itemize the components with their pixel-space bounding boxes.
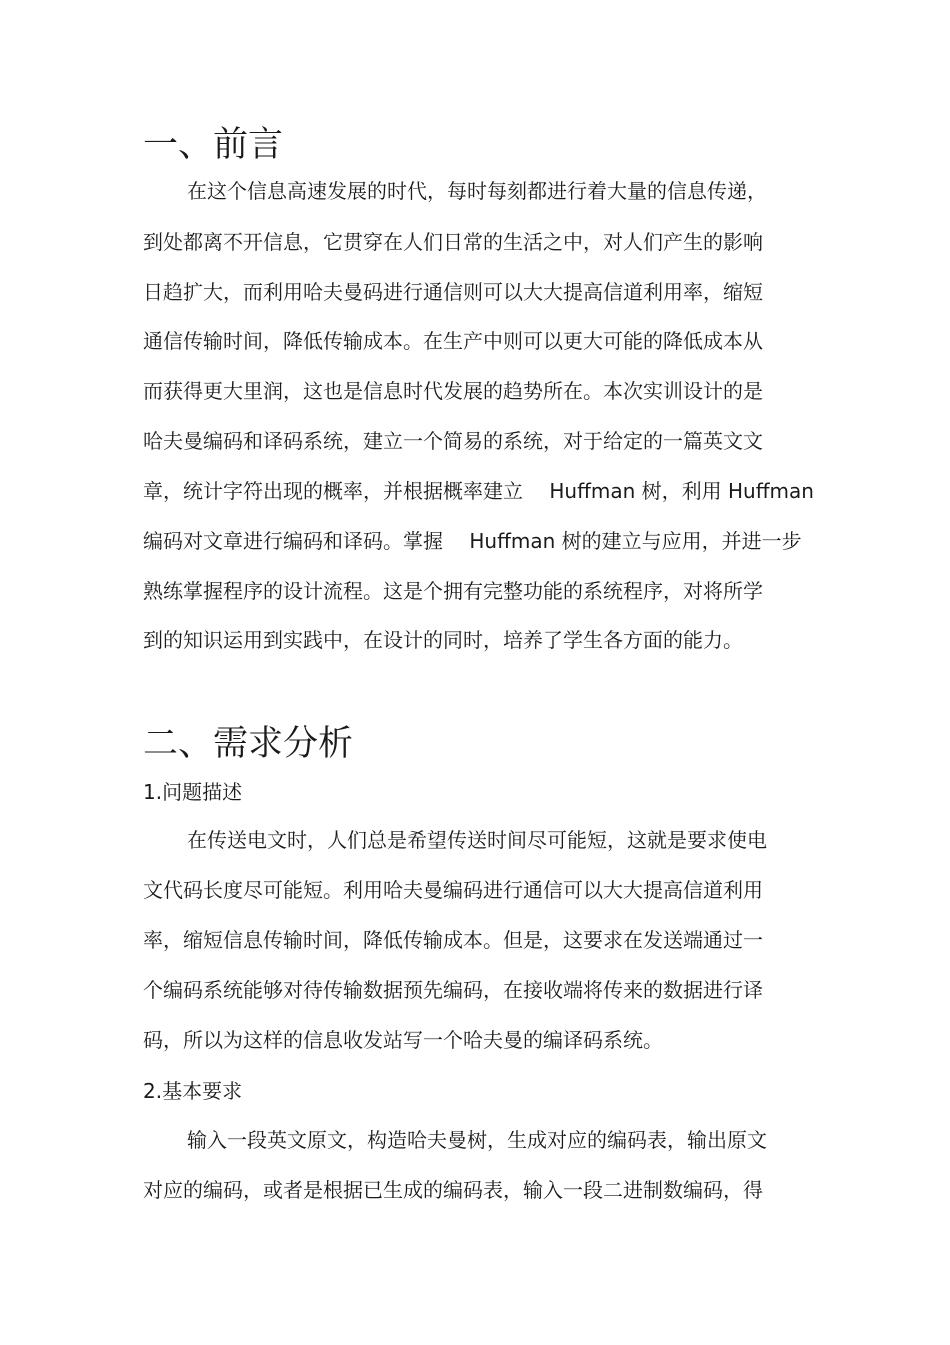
section-heading-requirements: 二、需求分析 <box>143 724 354 764</box>
paragraph-line: 在传送电文时，人们总是希望传送时间尽可能短，这就是要求使电 <box>187 828 767 852</box>
paragraph-line: 章，统计字符出现的概率，并根据概率建立 Huffman 树，利用 Huffman <box>143 479 814 503</box>
paragraph-line: 在这个信息高速发展的时代，每时每刻都进行着大量的信息传递， <box>187 179 767 203</box>
paragraph-line: 码，所以为这样的信息收发站写一个哈夫曼的编译码系统。 <box>143 1028 663 1052</box>
section-heading-preface: 一、前言 <box>143 125 284 165</box>
subheading-basic-requirements: 2.基本要求 <box>143 1079 243 1103</box>
paragraph-line: 个编码系统能够对待传输数据预先编码，在接收端将传来的数据进行译 <box>143 978 763 1002</box>
paragraph-line: 哈夫曼编码和译码系统，建立一个简易的系统，对于给定的一篇英文文 <box>143 429 763 453</box>
subheading-problem-description: 1.问题描述 <box>143 780 243 804</box>
paragraph-line: 熟练掌握程序的设计流程。这是个拥有完整功能的系统程序，对将所学 <box>143 579 763 603</box>
paragraph-line: 日趋扩大，而利用哈夫曼码进行通信则可以大大提高信道利用率，缩短 <box>143 280 763 304</box>
paragraph-line: 文代码长度尽可能短。利用哈夫曼编码进行通信可以大大提高信道利用 <box>143 878 763 902</box>
paragraph-line: 对应的编码，或者是根据已生成的编码表，输入一段二进制数编码，得 <box>143 1178 763 1202</box>
paragraph-line: 而获得更大里润，这也是信息时代发展的趋势所在。本次实训设计的是 <box>143 379 763 403</box>
paragraph-line: 到的知识运用到实践中，在设计的同时，培养了学生各方面的能力。 <box>143 628 743 652</box>
paragraph-line: 率，缩短信息传输时间，降低传输成本。但是，这要求在发送端通过一 <box>143 928 763 952</box>
paragraph-line: 到处都离不开信息，它贯穿在人们日常的生活之中，对人们产生的影响 <box>143 230 763 254</box>
paragraph-line: 编码对文章进行编码和译码。掌握 Huffman 树的建立与应用，并进一步 <box>143 529 802 553</box>
paragraph-line: 输入一段英文原文，构造哈夫曼树，生成对应的编码表，输出原文 <box>187 1128 767 1152</box>
paragraph-line: 通信传输时间，降低传输成本。在生产中则可以更大可能的降低成本从 <box>143 329 763 353</box>
